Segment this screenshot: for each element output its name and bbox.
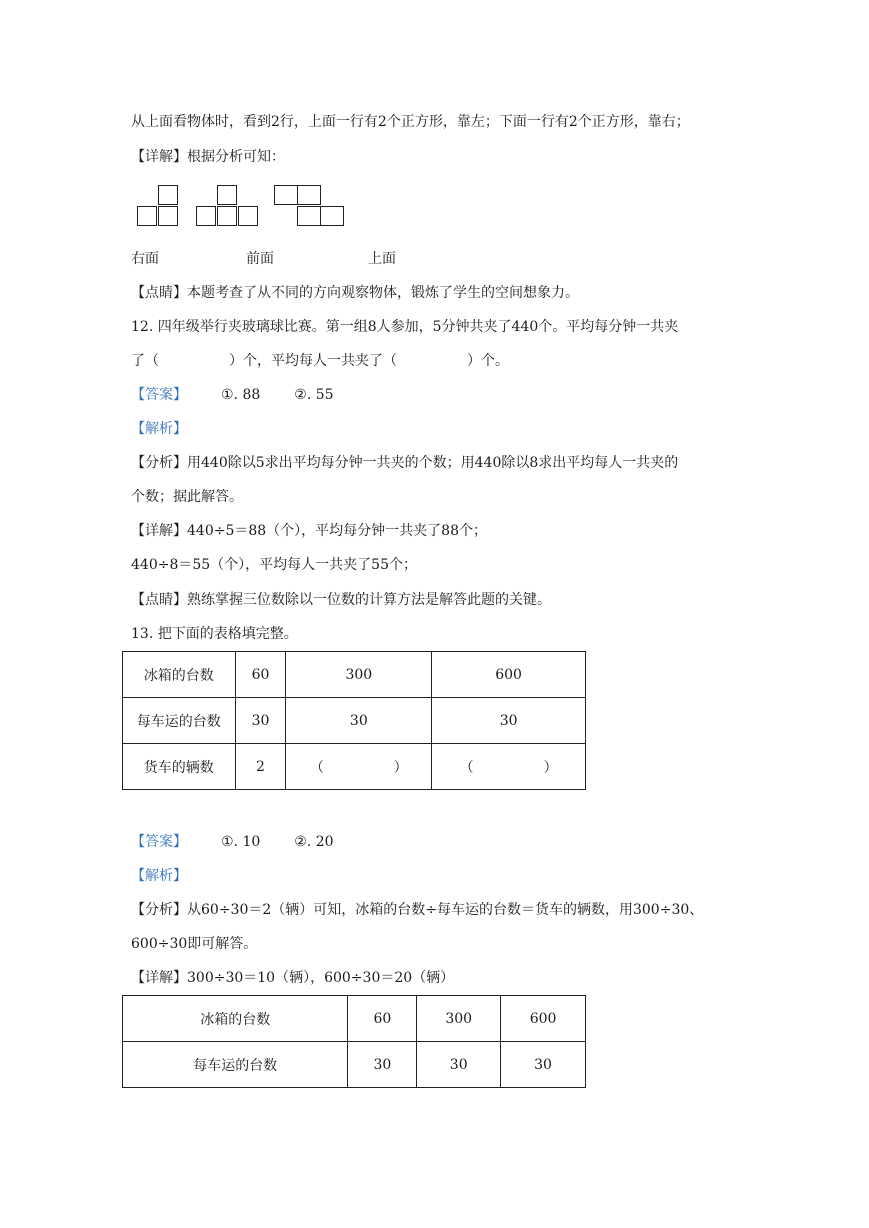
question-13: 13. 把下面的表格填完整。: [131, 626, 298, 642]
table-cell: 2: [235, 744, 286, 790]
table-cell: 60: [348, 996, 417, 1042]
table-cell: 300: [286, 652, 432, 698]
table-cell: 300: [417, 996, 501, 1042]
analysis-tag: 【解析】: [131, 421, 187, 437]
table-cell: （ ）: [286, 744, 432, 790]
answer-12: [131, 386, 334, 404]
analysis-line2: 个数；据此解答。: [131, 489, 243, 505]
answer-1: ①. 88: [221, 387, 261, 403]
table-cell: 30: [417, 1042, 501, 1088]
analysis-line1: 【分析】从60÷30＝2（辆）可知，冰箱的台数÷每车运的台数＝货车的辆数，用300÷30、: [131, 902, 704, 918]
analysis-tag: 【解析】: [131, 868, 187, 884]
table-cell: 600: [501, 996, 586, 1042]
detail-line1: 【详解】440÷5＝88（个），平均每分钟一共夹了88个；: [131, 523, 487, 539]
q12-part2: ）个，平均每人一共夹了（: [229, 353, 397, 369]
answer-table: [122, 995, 586, 1088]
detail-line: 【详解】300÷30＝10（辆），600÷30＝20（辆）: [131, 970, 455, 986]
q12-part3: ）个。: [467, 353, 509, 369]
table-cell: 冰箱的台数: [123, 652, 236, 698]
table-cell: 600: [432, 652, 586, 698]
table-cell: （ ）: [432, 744, 586, 790]
answer-tag: 【答案】: [131, 387, 187, 403]
answer-2: ②. 20: [294, 834, 334, 850]
analysis-line2: 600÷30即可解答。: [131, 936, 258, 952]
analysis-line1: 【分析】用440除以5求出平均每分钟一共夹的个数；用440除以8求出平均每人一共夹的: [131, 455, 679, 471]
question-12-line2: [131, 352, 509, 370]
comment-line: 【点睛】熟练掌握三位数除以一位数的计算方法是解答此题的关键。: [131, 592, 551, 608]
table-cell: 每车运的台数: [123, 698, 236, 744]
table-cell: 30: [432, 698, 586, 744]
table-cell: 60: [235, 652, 286, 698]
table-cell: 30: [501, 1042, 586, 1088]
table-cell: 冰箱的台数: [123, 996, 348, 1042]
top-view-label: 上面: [368, 251, 396, 267]
answer-13: [131, 833, 334, 851]
question-table: [122, 651, 586, 790]
answer-2: ②. 55: [294, 387, 334, 403]
question-12-line1: 12. 四年级举行夹玻璃球比赛。第一组8人参加，5分钟共夹了440个。平均每分钟一共夹: [131, 319, 679, 335]
right-view-label: 右面: [131, 251, 159, 267]
table-cell: 30: [286, 698, 432, 744]
detail-line2: 440÷8＝55（个），平均每人一共夹了55个；: [131, 557, 417, 573]
q12-part1: 了（: [131, 353, 159, 369]
text-line: 从上面看物体时，看到2行，上面一行有2个正方形，靠左；下面一行有2个正方形，靠右；: [131, 114, 690, 130]
answer-tag: 【答案】: [131, 834, 187, 850]
answer-1: ①. 10: [221, 834, 261, 850]
front-view-label: 前面: [246, 251, 274, 267]
table-cell: 30: [348, 1042, 417, 1088]
table-cell: 每车运的台数: [123, 1042, 348, 1088]
table-cell: 货车的辆数: [123, 744, 236, 790]
detail-label: 【详解】根据分析可知：: [131, 149, 285, 165]
table-cell: 30: [235, 698, 286, 744]
comment-line: 【点睛】本题考查了从不同的方向观察物体，锻炼了学生的空间想象力。: [131, 285, 579, 301]
